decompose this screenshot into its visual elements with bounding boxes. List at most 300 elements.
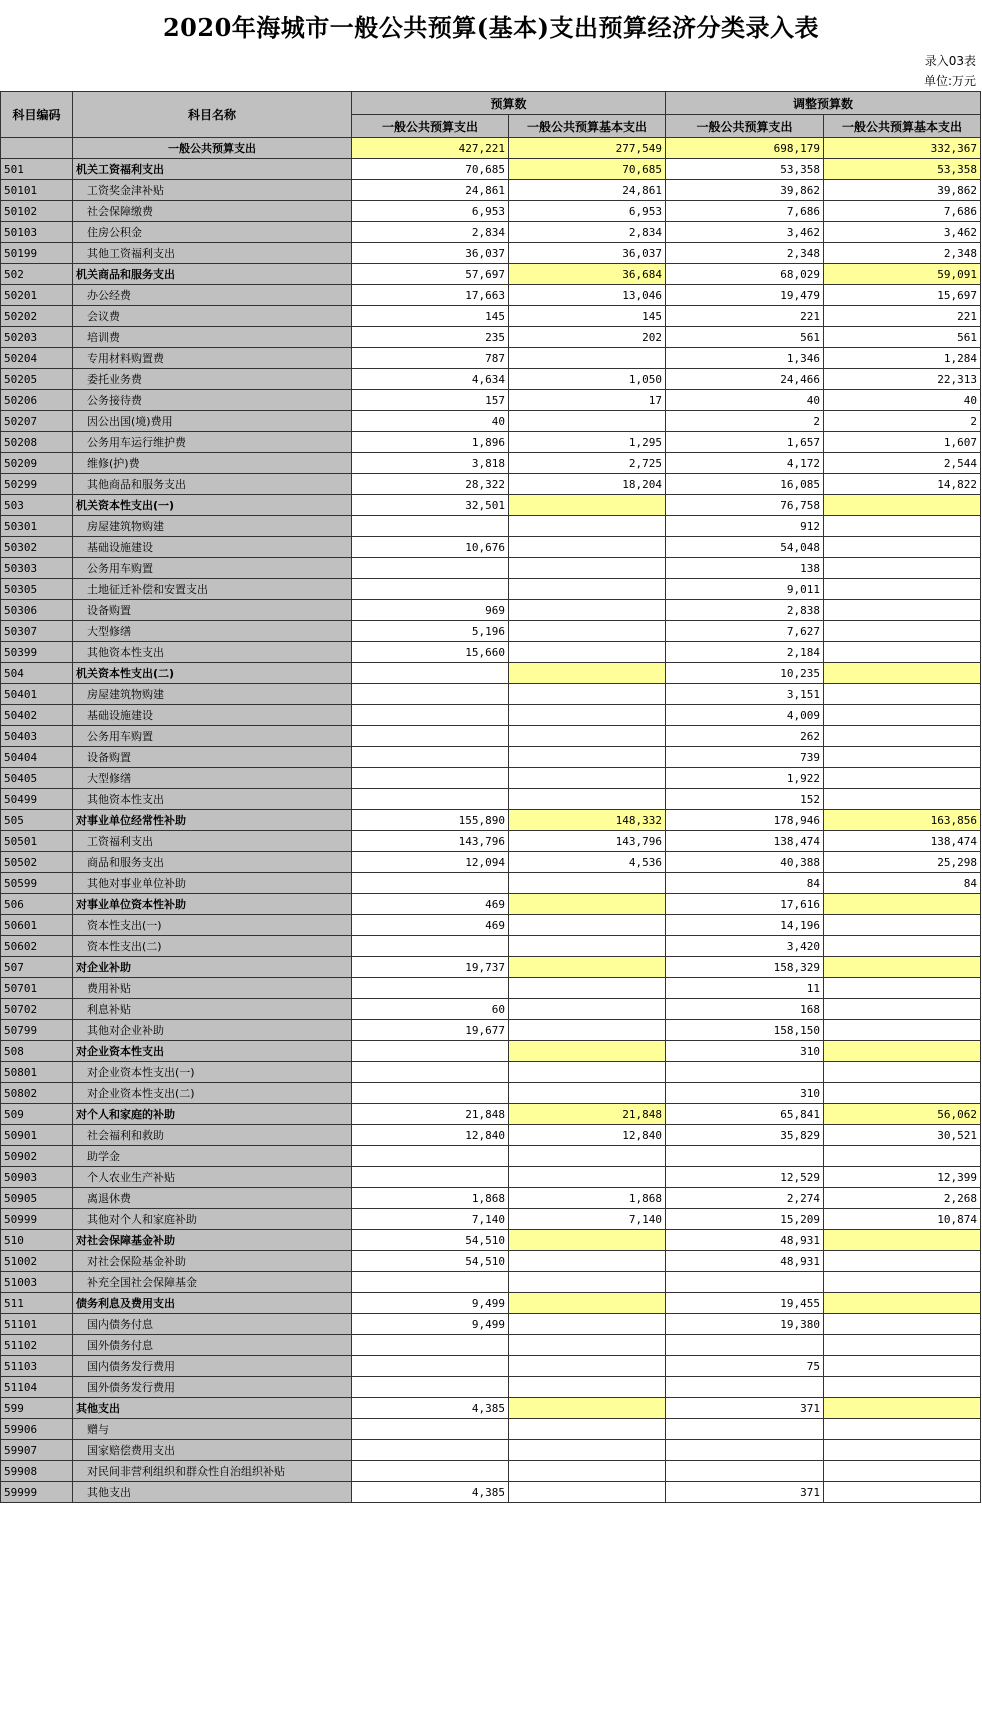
cell-name: 国家赔偿费用支出 (73, 1440, 352, 1461)
cell-adjusted-basic: 163,856 (824, 810, 981, 831)
header-budget-general: 一般公共预算支出 (352, 115, 509, 138)
table-row (1, 432, 981, 453)
cell-budget-general (352, 1377, 509, 1398)
cell-name: 商品和服务支出 (73, 852, 352, 873)
table-row (1, 684, 981, 705)
cell-budget-general: 7,140 (352, 1209, 509, 1230)
cell-adjusted-general (666, 1062, 824, 1083)
cell-adjusted-basic (824, 495, 981, 516)
cell-budget-basic (509, 957, 666, 978)
cell-budget-basic: 2,834 (509, 222, 666, 243)
table-row (1, 1188, 981, 1209)
cell-budget-basic (509, 873, 666, 894)
cell-name: 其他资本性支出 (73, 789, 352, 810)
header-budget-basic: 一般公共预算基本支出 (509, 115, 666, 138)
cell-budget-general (352, 873, 509, 894)
cell-name: 其他工资福利支出 (73, 243, 352, 264)
cell-adjusted-basic: 14,822 (824, 474, 981, 495)
cell-adjusted-general: 138 (666, 558, 824, 579)
table-row (1, 1251, 981, 1272)
category-row (1, 1230, 981, 1251)
cell-adjusted-general: 912 (666, 516, 824, 537)
cell-code: 510 (1, 1230, 73, 1251)
cell-budget-basic (509, 663, 666, 684)
cell-adjusted-general: 3,420 (666, 936, 824, 957)
table-row (1, 642, 981, 663)
cell-name: 机关资本性支出(一) (73, 495, 352, 516)
cell-adjusted-general: 24,466 (666, 369, 824, 390)
cell-adjusted-general: 68,029 (666, 264, 824, 285)
cell-code: 51102 (1, 1335, 73, 1356)
cell-budget-basic (509, 1041, 666, 1062)
category-row (1, 663, 981, 684)
cell-name: 助学金 (73, 1146, 352, 1167)
cell-name: 其他对个人和家庭补助 (73, 1209, 352, 1230)
cell-adjusted-general: 48,931 (666, 1230, 824, 1251)
table-row (1, 873, 981, 894)
cell-budget-basic (509, 1062, 666, 1083)
cell-name: 离退休费 (73, 1188, 352, 1209)
cell-budget-general: 54,510 (352, 1251, 509, 1272)
table-row (1, 726, 981, 747)
cell-budget-general: 4,634 (352, 369, 509, 390)
table-row (1, 1377, 981, 1398)
category-row (1, 1041, 981, 1062)
cell-code: 59907 (1, 1440, 73, 1461)
cell-budget-general: 787 (352, 348, 509, 369)
cell-adjusted-basic (824, 516, 981, 537)
cell-budget-general: 12,094 (352, 852, 509, 873)
cell-budget-general: 4,385 (352, 1482, 509, 1503)
cell-adjusted-basic (824, 936, 981, 957)
cell-code: 505 (1, 810, 73, 831)
cell-name: 基础设施建设 (73, 537, 352, 558)
cell-budget-basic (509, 1020, 666, 1041)
cell-adjusted-general: 19,479 (666, 285, 824, 306)
cell-budget-basic (509, 894, 666, 915)
cell-code: 50502 (1, 852, 73, 873)
cell-budget-general: 70,685 (352, 159, 509, 180)
cell-code: 50404 (1, 747, 73, 768)
table-row (1, 453, 981, 474)
cell-adjusted-basic: 2,348 (824, 243, 981, 264)
cell-name: 维修(护)费 (73, 453, 352, 474)
cell-name: 培训费 (73, 327, 352, 348)
cell-budget-general: 24,861 (352, 180, 509, 201)
unit-label: 单位:万元 (923, 74, 976, 88)
cell-name: 其他资本性支出 (73, 642, 352, 663)
cell-adjusted-general: 12,529 (666, 1167, 824, 1188)
cell-code: 50202 (1, 306, 73, 327)
cell-code: 599 (1, 1398, 73, 1419)
category-row (1, 264, 981, 285)
cell-adjusted-general: 14,196 (666, 915, 824, 936)
cell-code: 50203 (1, 327, 73, 348)
cell-name: 公务用车运行维护费 (73, 432, 352, 453)
cell-name: 对事业单位经常性补助 (73, 810, 352, 831)
cell-budget-basic (509, 684, 666, 705)
table-row (1, 1272, 981, 1293)
table-row (1, 1083, 981, 1104)
cell-name: 专用材料购置费 (73, 348, 352, 369)
cell-budget-basic (509, 1356, 666, 1377)
cell-name: 房屋建筑物购建 (73, 684, 352, 705)
cell-name: 费用补贴 (73, 978, 352, 999)
cell-adjusted-basic: 332,367 (824, 138, 981, 159)
cell-budget-general (352, 726, 509, 747)
cell-name: 机关工资福利支出 (73, 159, 352, 180)
cell-code: 508 (1, 1041, 73, 1062)
cell-code: 50501 (1, 831, 73, 852)
cell-name: 补充全国社会保障基金 (73, 1272, 352, 1293)
cell-name: 对企业资本性支出(二) (73, 1083, 352, 1104)
cell-code: 507 (1, 957, 73, 978)
cell-name: 工资奖金津补贴 (73, 180, 352, 201)
table-row (1, 1209, 981, 1230)
cell-budget-general: 19,737 (352, 957, 509, 978)
cell-budget-general: 469 (352, 894, 509, 915)
cell-budget-basic (509, 411, 666, 432)
cell-budget-general (352, 768, 509, 789)
cell-code: 50802 (1, 1083, 73, 1104)
cell-adjusted-basic (824, 1062, 981, 1083)
header-adjusted-general: 一般公共预算支出 (666, 115, 824, 138)
cell-budget-basic (509, 999, 666, 1020)
cell-budget-basic (509, 1377, 666, 1398)
table-row (1, 390, 981, 411)
category-row (1, 1398, 981, 1419)
cell-budget-general (352, 705, 509, 726)
cell-adjusted-general: 1,657 (666, 432, 824, 453)
cell-budget-general: 6,953 (352, 201, 509, 222)
cell-budget-general (352, 684, 509, 705)
cell-name: 工资福利支出 (73, 831, 352, 852)
cell-adjusted-general: 48,931 (666, 1251, 824, 1272)
cell-adjusted-basic (824, 579, 981, 600)
cell-budget-general (352, 663, 509, 684)
cell-adjusted-general: 1,922 (666, 768, 824, 789)
category-row (1, 495, 981, 516)
cell-code: 50401 (1, 684, 73, 705)
table-row (1, 621, 981, 642)
cell-adjusted-basic: 138,474 (824, 831, 981, 852)
cell-name: 委托业务费 (73, 369, 352, 390)
header-budget: 预算数 (352, 92, 666, 115)
cell-adjusted-general: 4,172 (666, 453, 824, 474)
category-row (1, 1104, 981, 1125)
table-row (1, 852, 981, 873)
cell-adjusted-general: 138,474 (666, 831, 824, 852)
cell-budget-general: 9,499 (352, 1314, 509, 1335)
cell-budget-general: 17,663 (352, 285, 509, 306)
cell-code: 50905 (1, 1188, 73, 1209)
cell-code: 59908 (1, 1461, 73, 1482)
cell-name: 设备购置 (73, 747, 352, 768)
cell-adjusted-basic: 221 (824, 306, 981, 327)
cell-code: 50103 (1, 222, 73, 243)
cell-adjusted-general: 76,758 (666, 495, 824, 516)
cell-budget-basic (509, 1398, 666, 1419)
cell-budget-basic (509, 495, 666, 516)
table-row (1, 789, 981, 810)
table-row (1, 915, 981, 936)
cell-budget-basic (509, 1293, 666, 1314)
table-row (1, 516, 981, 537)
cell-adjusted-basic (824, 684, 981, 705)
cell-code: 50303 (1, 558, 73, 579)
cell-name: 社会福利和救助 (73, 1125, 352, 1146)
cell-adjusted-basic: 1,284 (824, 348, 981, 369)
table-row (1, 411, 981, 432)
cell-name: 基础设施建设 (73, 705, 352, 726)
cell-adjusted-general: 40,388 (666, 852, 824, 873)
cell-adjusted-basic (824, 1272, 981, 1293)
cell-budget-basic (509, 726, 666, 747)
cell-name: 公务用车购置 (73, 726, 352, 747)
cell-adjusted-general: 178,946 (666, 810, 824, 831)
cell-code (1, 138, 73, 159)
cell-budget-general: 1,896 (352, 432, 509, 453)
cell-budget-general (352, 1062, 509, 1083)
table-row (1, 831, 981, 852)
cell-adjusted-general: 15,209 (666, 1209, 824, 1230)
cell-adjusted-basic: 30,521 (824, 1125, 981, 1146)
cell-adjusted-basic (824, 978, 981, 999)
cell-budget-general: 155,890 (352, 810, 509, 831)
cell-name: 住房公积金 (73, 222, 352, 243)
cell-adjusted-basic (824, 915, 981, 936)
cell-code: 50204 (1, 348, 73, 369)
cell-budget-basic: 21,848 (509, 1104, 666, 1125)
table-row (1, 180, 981, 201)
category-row (1, 957, 981, 978)
cell-code: 50702 (1, 999, 73, 1020)
category-row (1, 810, 981, 831)
table-row (1, 1440, 981, 1461)
table-row (1, 768, 981, 789)
cell-adjusted-basic: 2 (824, 411, 981, 432)
cell-name: 大型修缮 (73, 621, 352, 642)
cell-budget-basic (509, 558, 666, 579)
cell-adjusted-general: 2,274 (666, 1188, 824, 1209)
cell-code: 50208 (1, 432, 73, 453)
cell-name: 其他支出 (73, 1398, 352, 1419)
cell-name: 其他对企业补助 (73, 1020, 352, 1041)
cell-adjusted-basic (824, 1083, 981, 1104)
cell-code: 50102 (1, 201, 73, 222)
header-adjusted-basic: 一般公共预算基本支出 (824, 115, 981, 138)
table-row (1, 999, 981, 1020)
cell-adjusted-general: 221 (666, 306, 824, 327)
cell-adjusted-basic (824, 1335, 981, 1356)
cell-name: 因公出国(境)费用 (73, 411, 352, 432)
cell-adjusted-basic: 25,298 (824, 852, 981, 873)
cell-budget-basic (509, 642, 666, 663)
cell-name: 其他支出 (73, 1482, 352, 1503)
cell-name: 对个人和家庭的补助 (73, 1104, 352, 1125)
cell-adjusted-general: 65,841 (666, 1104, 824, 1125)
cell-code: 50201 (1, 285, 73, 306)
cell-adjusted-general: 35,829 (666, 1125, 824, 1146)
cell-adjusted-basic: 39,862 (824, 180, 981, 201)
cell-budget-basic (509, 1146, 666, 1167)
cell-adjusted-general (666, 1272, 824, 1293)
table-row (1, 1062, 981, 1083)
cell-code: 50299 (1, 474, 73, 495)
cell-budget-general (352, 978, 509, 999)
cell-name: 其他对事业单位补助 (73, 873, 352, 894)
cell-budget-basic: 18,204 (509, 474, 666, 495)
table-row (1, 537, 981, 558)
cell-adjusted-general: 310 (666, 1041, 824, 1062)
cell-code: 50599 (1, 873, 73, 894)
cell-adjusted-basic: 84 (824, 873, 981, 894)
cell-budget-basic (509, 1461, 666, 1482)
cell-adjusted-general: 75 (666, 1356, 824, 1377)
cell-adjusted-general (666, 1419, 824, 1440)
cell-adjusted-general (666, 1440, 824, 1461)
cell-adjusted-basic (824, 999, 981, 1020)
cell-budget-basic (509, 1335, 666, 1356)
cell-adjusted-general: 698,179 (666, 138, 824, 159)
cell-budget-basic (509, 600, 666, 621)
cell-name: 一般公共预算支出 (73, 138, 352, 159)
cell-code: 50999 (1, 1209, 73, 1230)
cell-code: 50499 (1, 789, 73, 810)
cell-name: 对民间非营利组织和群众性自治组织补贴 (73, 1461, 352, 1482)
cell-budget-general: 15,660 (352, 642, 509, 663)
cell-code: 50209 (1, 453, 73, 474)
cell-budget-basic (509, 1230, 666, 1251)
cell-budget-general: 969 (352, 600, 509, 621)
cell-code: 50602 (1, 936, 73, 957)
table-row (1, 705, 981, 726)
table-row (1, 348, 981, 369)
cell-name: 其他商品和服务支出 (73, 474, 352, 495)
cell-name: 机关资本性支出(二) (73, 663, 352, 684)
cell-adjusted-general (666, 1335, 824, 1356)
cell-adjusted-general: 371 (666, 1482, 824, 1503)
cell-name: 资本性支出(二) (73, 936, 352, 957)
cell-budget-basic (509, 936, 666, 957)
cell-name: 对企业补助 (73, 957, 352, 978)
cell-adjusted-general: 739 (666, 747, 824, 768)
cell-budget-general (352, 516, 509, 537)
cell-budget-basic: 7,140 (509, 1209, 666, 1230)
cell-budget-basic (509, 1482, 666, 1503)
cell-adjusted-basic (824, 1146, 981, 1167)
cell-name: 公务用车购置 (73, 558, 352, 579)
cell-adjusted-basic (824, 1440, 981, 1461)
cell-budget-basic: 148,332 (509, 810, 666, 831)
cell-name: 国内债务发行费用 (73, 1356, 352, 1377)
cell-code: 51003 (1, 1272, 73, 1293)
cell-budget-basic: 145 (509, 306, 666, 327)
cell-budget-general: 3,818 (352, 453, 509, 474)
cell-adjusted-basic: 56,062 (824, 1104, 981, 1125)
cell-budget-basic (509, 537, 666, 558)
cell-budget-basic (509, 1314, 666, 1335)
cell-budget-basic: 12,840 (509, 1125, 666, 1146)
cell-code: 511 (1, 1293, 73, 1314)
cell-adjusted-basic: 2,268 (824, 1188, 981, 1209)
cell-budget-general: 2,834 (352, 222, 509, 243)
cell-code: 51002 (1, 1251, 73, 1272)
cell-name: 对社会保障基金补助 (73, 1230, 352, 1251)
cell-adjusted-basic (824, 747, 981, 768)
cell-name: 大型修缮 (73, 768, 352, 789)
cell-adjusted-basic: 15,697 (824, 285, 981, 306)
cell-budget-basic (509, 1251, 666, 1272)
cell-code: 504 (1, 663, 73, 684)
cell-adjusted-basic (824, 957, 981, 978)
cell-code: 51103 (1, 1356, 73, 1377)
cell-budget-general: 469 (352, 915, 509, 936)
cell-adjusted-general: 310 (666, 1083, 824, 1104)
cell-budget-basic (509, 705, 666, 726)
cell-code: 50306 (1, 600, 73, 621)
cell-code: 50205 (1, 369, 73, 390)
cell-adjusted-general: 40 (666, 390, 824, 411)
table-row (1, 1356, 981, 1377)
table-row (1, 306, 981, 327)
cell-name: 利息补贴 (73, 999, 352, 1020)
table-row (1, 327, 981, 348)
form-id: 录入03表 (924, 54, 976, 68)
table-row (1, 474, 981, 495)
cell-budget-general: 36,037 (352, 243, 509, 264)
category-row (1, 1293, 981, 1314)
cell-budget-basic (509, 621, 666, 642)
cell-code: 50101 (1, 180, 73, 201)
cell-budget-general (352, 1356, 509, 1377)
cell-adjusted-basic (824, 600, 981, 621)
header-name: 科目名称 (73, 92, 352, 138)
cell-adjusted-basic (824, 1293, 981, 1314)
cell-name: 对企业资本性支出(一) (73, 1062, 352, 1083)
cell-budget-basic: 17 (509, 390, 666, 411)
cell-budget-general (352, 936, 509, 957)
cell-adjusted-general: 2,184 (666, 642, 824, 663)
cell-budget-general: 19,677 (352, 1020, 509, 1041)
cell-name: 国外债务付息 (73, 1335, 352, 1356)
cell-budget-general: 28,322 (352, 474, 509, 495)
cell-budget-general: 4,385 (352, 1398, 509, 1419)
cell-adjusted-general (666, 1461, 824, 1482)
cell-adjusted-basic: 59,091 (824, 264, 981, 285)
cell-name: 个人农业生产补贴 (73, 1167, 352, 1188)
cell-code: 50403 (1, 726, 73, 747)
cell-name: 国内债务付息 (73, 1314, 352, 1335)
cell-code: 506 (1, 894, 73, 915)
cell-adjusted-basic (824, 1461, 981, 1482)
cell-adjusted-basic (824, 1377, 981, 1398)
cell-adjusted-general: 2,348 (666, 243, 824, 264)
budget-table (0, 91, 981, 1503)
cell-budget-general (352, 1335, 509, 1356)
cell-adjusted-general: 53,358 (666, 159, 824, 180)
cell-adjusted-general: 158,150 (666, 1020, 824, 1041)
cell-budget-general: 5,196 (352, 621, 509, 642)
cell-budget-basic (509, 579, 666, 600)
cell-budget-basic (509, 348, 666, 369)
cell-name: 公务接待费 (73, 390, 352, 411)
cell-adjusted-general: 19,455 (666, 1293, 824, 1314)
cell-budget-basic: 4,536 (509, 852, 666, 873)
cell-adjusted-basic (824, 663, 981, 684)
table-row (1, 1125, 981, 1146)
table-row (1, 936, 981, 957)
